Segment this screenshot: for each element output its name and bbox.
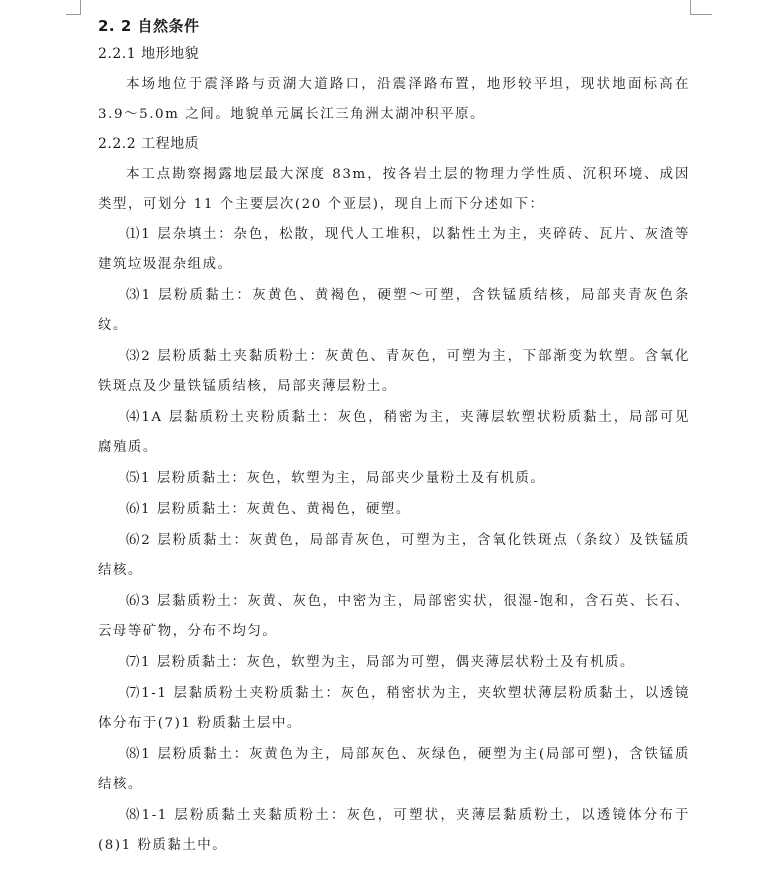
document-body bbox=[98, 14, 690, 862]
geology-intro-paragraph: 本工点勘察揭露地层最大深度 83m，按各岩土层的物理力学性质、沉积环境、成因类型，可划分 11 个主要层次(20 个亚层)，现自上而下分述如下： bbox=[98, 167, 690, 212]
soil-layer-item: ⑴1 层杂填土：杂色，松散，现代人工堆积，以黏性土为主，夹碎砖、瓦片、灰渣等建筑垃圾混杂组成。 bbox=[98, 227, 690, 272]
subsection-title-terrain: 2.2.1 地形地貌 bbox=[98, 46, 200, 62]
soil-layer-item: ⑹3 层黏质粉土：灰黄、灰色，中密为主，局部密实状，很湿-饱和，含石英、长石、云母等矿物，分布不均匀。 bbox=[98, 594, 690, 639]
crop-mark-top-right-horizontal bbox=[690, 14, 712, 15]
soil-layer-item: ⑸1 层粉质黏土：灰色，软塑为主，局部夹少量粉土及有机质。 bbox=[126, 471, 546, 486]
soil-layer-item: ⑶2 层粉质黏土夹黏质粉土：灰黄色、青灰色，可塑为主，下部渐变为软塑。含氧化铁斑点及少量铁锰质结核，局部夹薄层粉土。 bbox=[98, 349, 690, 394]
soil-layer-item: ⑷1A 层黏质粉土夹粉质黏土：灰色，稍密为主，夹薄层软塑状粉质黏土，局部可见腐殖质。 bbox=[98, 410, 690, 455]
soil-layer-item: ⑻1 层粉质黏土：灰黄色为主，局部灰色、灰绿色，硬塑为主(局部可塑)，含铁锰质结核。 bbox=[98, 747, 690, 792]
crop-mark-top-right-vertical bbox=[690, 0, 691, 14]
soil-layer-item: ⑻1-1 层粉质黏土夹黏质粉土：灰色，可塑状，夹薄层黏质粉土，以透镜体分布于(8)1 粉质黏土中。 bbox=[98, 808, 690, 853]
section-heading: 2. 2 自然条件 bbox=[98, 17, 200, 35]
subsection-title-geology: 2.2.2 工程地质 bbox=[98, 136, 200, 152]
soil-layer-item: ⑺1 层粉质黏土：灰色，软塑为主，局部为可塑，偶夹薄层状粉土及有机质。 bbox=[126, 655, 635, 670]
soil-layer-item: ⑹2 层粉质黏土：灰黄色，局部青灰色，可塑为主，含氧化铁斑点（条纹）及铁锰质结核。 bbox=[98, 533, 690, 578]
crop-mark-top-left-vertical bbox=[80, 0, 81, 14]
soil-layer-item: ⑶1 层粉质黏土：灰黄色、黄褐色，硬塑～可塑，含铁锰质结核，局部夹青灰色条纹。 bbox=[98, 288, 690, 333]
crop-mark-top-left-horizontal bbox=[66, 14, 81, 15]
soil-layer-item: ⑺1-1 层黏质粉土夹粉质黏土：灰色，稍密状为主，夹软塑状薄层粉质黏土，以透镜体分布于(7)1 粉质黏土层中。 bbox=[98, 686, 690, 731]
terrain-paragraph: 本场地位于震泽路与贡湖大道路口，沿震泽路布置，地形较平坦，现状地面标高在 3.9～5.0m 之间。地貌单元属长江三角洲太湖冲积平原。 bbox=[98, 77, 690, 122]
soil-layer-list bbox=[98, 220, 690, 861]
soil-layer-item: ⑹1 层粉质黏土：灰黄色、黄褐色，硬塑。 bbox=[126, 502, 411, 517]
